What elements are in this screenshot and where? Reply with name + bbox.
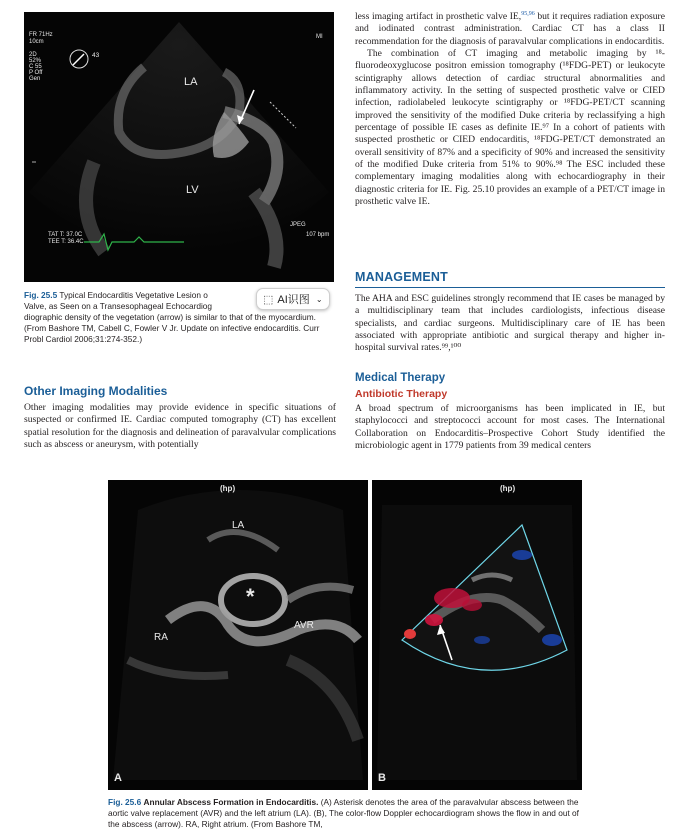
hp-logo-b: (hp) (500, 484, 516, 493)
echo-gen: Gen (29, 76, 41, 82)
fig-25-6-panel-b (372, 480, 582, 790)
antibiotic-paragraph: A broad spectrum of microorganisms has been implicated in IE, but staphylococci and streptococci account for most cases. The International Collaboration on Endocarditis–Prospective Cohort Study identified the microbiologic agent in 1779 patients from 39 medical centers (355, 403, 665, 452)
label-la: LA (184, 76, 198, 88)
echo-power: P Off (29, 70, 43, 76)
ai-scan-icon: ⬚ (263, 293, 274, 306)
panel-label-a: A (114, 772, 122, 784)
management-heading: MANAGEMENT (355, 270, 448, 284)
caption-label: Fig. 25.5 (24, 290, 58, 300)
hp-logo-a: (hp) (220, 484, 236, 493)
caption-text-25-6: (A) Asterisk denotes the area of the paravalvular abscess between the aortic valve replacement (AVR) and the left atrium (LA). (B), The color-flow Doppler echocardiogram shows the flow in and out of the abscess (arrow). RA, Right atrium. (From Bashore TM, (108, 797, 579, 829)
label-la-a: LA (232, 520, 245, 531)
right-column (355, 11, 665, 209)
echo-temp-2: TEE T: 36.4C (48, 239, 84, 245)
ai-button-label: AI识图 (277, 294, 310, 306)
ai-image-recognition-button[interactable] (256, 288, 330, 310)
caption-rest: diographic density of the vegetation (arrow) is similar to that of the myocardium. (From Bashore TM, Cabell C, Fowler V Jr. Update on infective endocarditis. Curr Probl Cardiol 2006;31:274-352.) (24, 312, 320, 344)
caption-title: Typical Endocarditis Vegetative Lesion o (59, 290, 208, 300)
label-ra: RA (154, 632, 168, 643)
right-paragraph-1: less imaging artifact in prosthetic valve IE,$^{95,96}$ but it requires radiation exposure and iodinated contrast administration. Cardiac CT has a class II recommendation for the diagnosis of paravalvular complications in endocarditis. (355, 10, 665, 47)
echo-angle: 43 (92, 52, 100, 59)
antibiotic-therapy-heading: Antibiotic Therapy (355, 388, 448, 400)
management-rule (355, 287, 665, 288)
other-imaging-heading: Other Imaging Modalities (24, 384, 168, 398)
panel-label-b: B (378, 772, 386, 784)
fig-25-6-panel-a (108, 480, 368, 790)
fig-25-5-echo-image (24, 12, 334, 282)
right-paragraph-2: The combination of CT imaging and metabolic imaging by ¹⁸-fluorodeoxyglucose positron emission tomography (¹⁸FDG-PET) or leukocyte scintigraphy allows detection of cardiac structural abnormalities and inflammatory activity. In the setting of suspected prosthetic valve or CIED infection, radiolabeled leukocyte scintigraphy or ¹⁸FDG-PET/CT scanning improved the sensitivity of the modified Duke criteria by reclassifying a high percentage of possible IE cases as definite IE.⁹⁷ In a cohort of patients with suspected prosthetic or CIED endocarditis, ¹⁸FDG-PET/CT demonstrated an overall sensitivity of 87% and a specificity of 90% and increased the sensitivity of the modified Duke criteria from 51% to 90%.⁹⁸ The ESC included these complementary imaging modalities along with echocardiography in their diagnostic criteria for IE. Fig. 25.10 provides an example of a PET/CT image in prosthetic valve IE. (355, 48, 665, 208)
chevron-down-icon: ⌄ (315, 294, 323, 304)
echo-compression: C 55 (29, 64, 42, 70)
other-imaging-paragraph: Other imaging modalities may provide evidence in specific situations of suspected or confirmed IE. Cardiac computed tomography (CT) has excellent spatial resolution for the diagnosis and delineation of paravalvular complications such as abscess or aneurysm, with potentially (24, 402, 336, 451)
echo-bpm: 107 bpm (306, 232, 330, 238)
caption-line-2: Valve, as Seen on a Transesophageal Echocardiog (24, 301, 213, 311)
asterisk-marker: * (246, 584, 255, 609)
echo-depth: 10cm (29, 39, 44, 45)
label-avr: AVR (294, 620, 314, 631)
panel-b-doppler-graphic (372, 480, 582, 790)
echo-frequency: FR 71Hz (29, 32, 53, 38)
medical-therapy-heading: Medical Therapy (355, 372, 446, 384)
echo-temp-1: TAT T: 37.0C (48, 232, 83, 238)
echo-mode: 2D (29, 52, 37, 58)
echo-mi: MI (316, 34, 323, 40)
management-paragraph: The AHA and ESC guidelines strongly recommend that IE cases be managed by a multidisciplinary team that includes cardiologists, infectious disease specialists, and cardiac surgeons. Multidisciplinary care of IE has been associated with appropriate antibiotic and surgical therapy and higher in-hospital survival rates.⁹⁹,¹⁰⁰ (355, 293, 665, 354)
caption-title-25-6: Annular Abscess Formation in Endocarditis. (143, 797, 319, 807)
echo-gain: 52% (29, 58, 42, 64)
echo-jpeg: JPEG (290, 222, 306, 228)
fig-25-6-caption (108, 797, 586, 830)
caption-label-25-6: Fig. 25.6 (108, 797, 142, 807)
label-lv: LV (186, 184, 199, 196)
